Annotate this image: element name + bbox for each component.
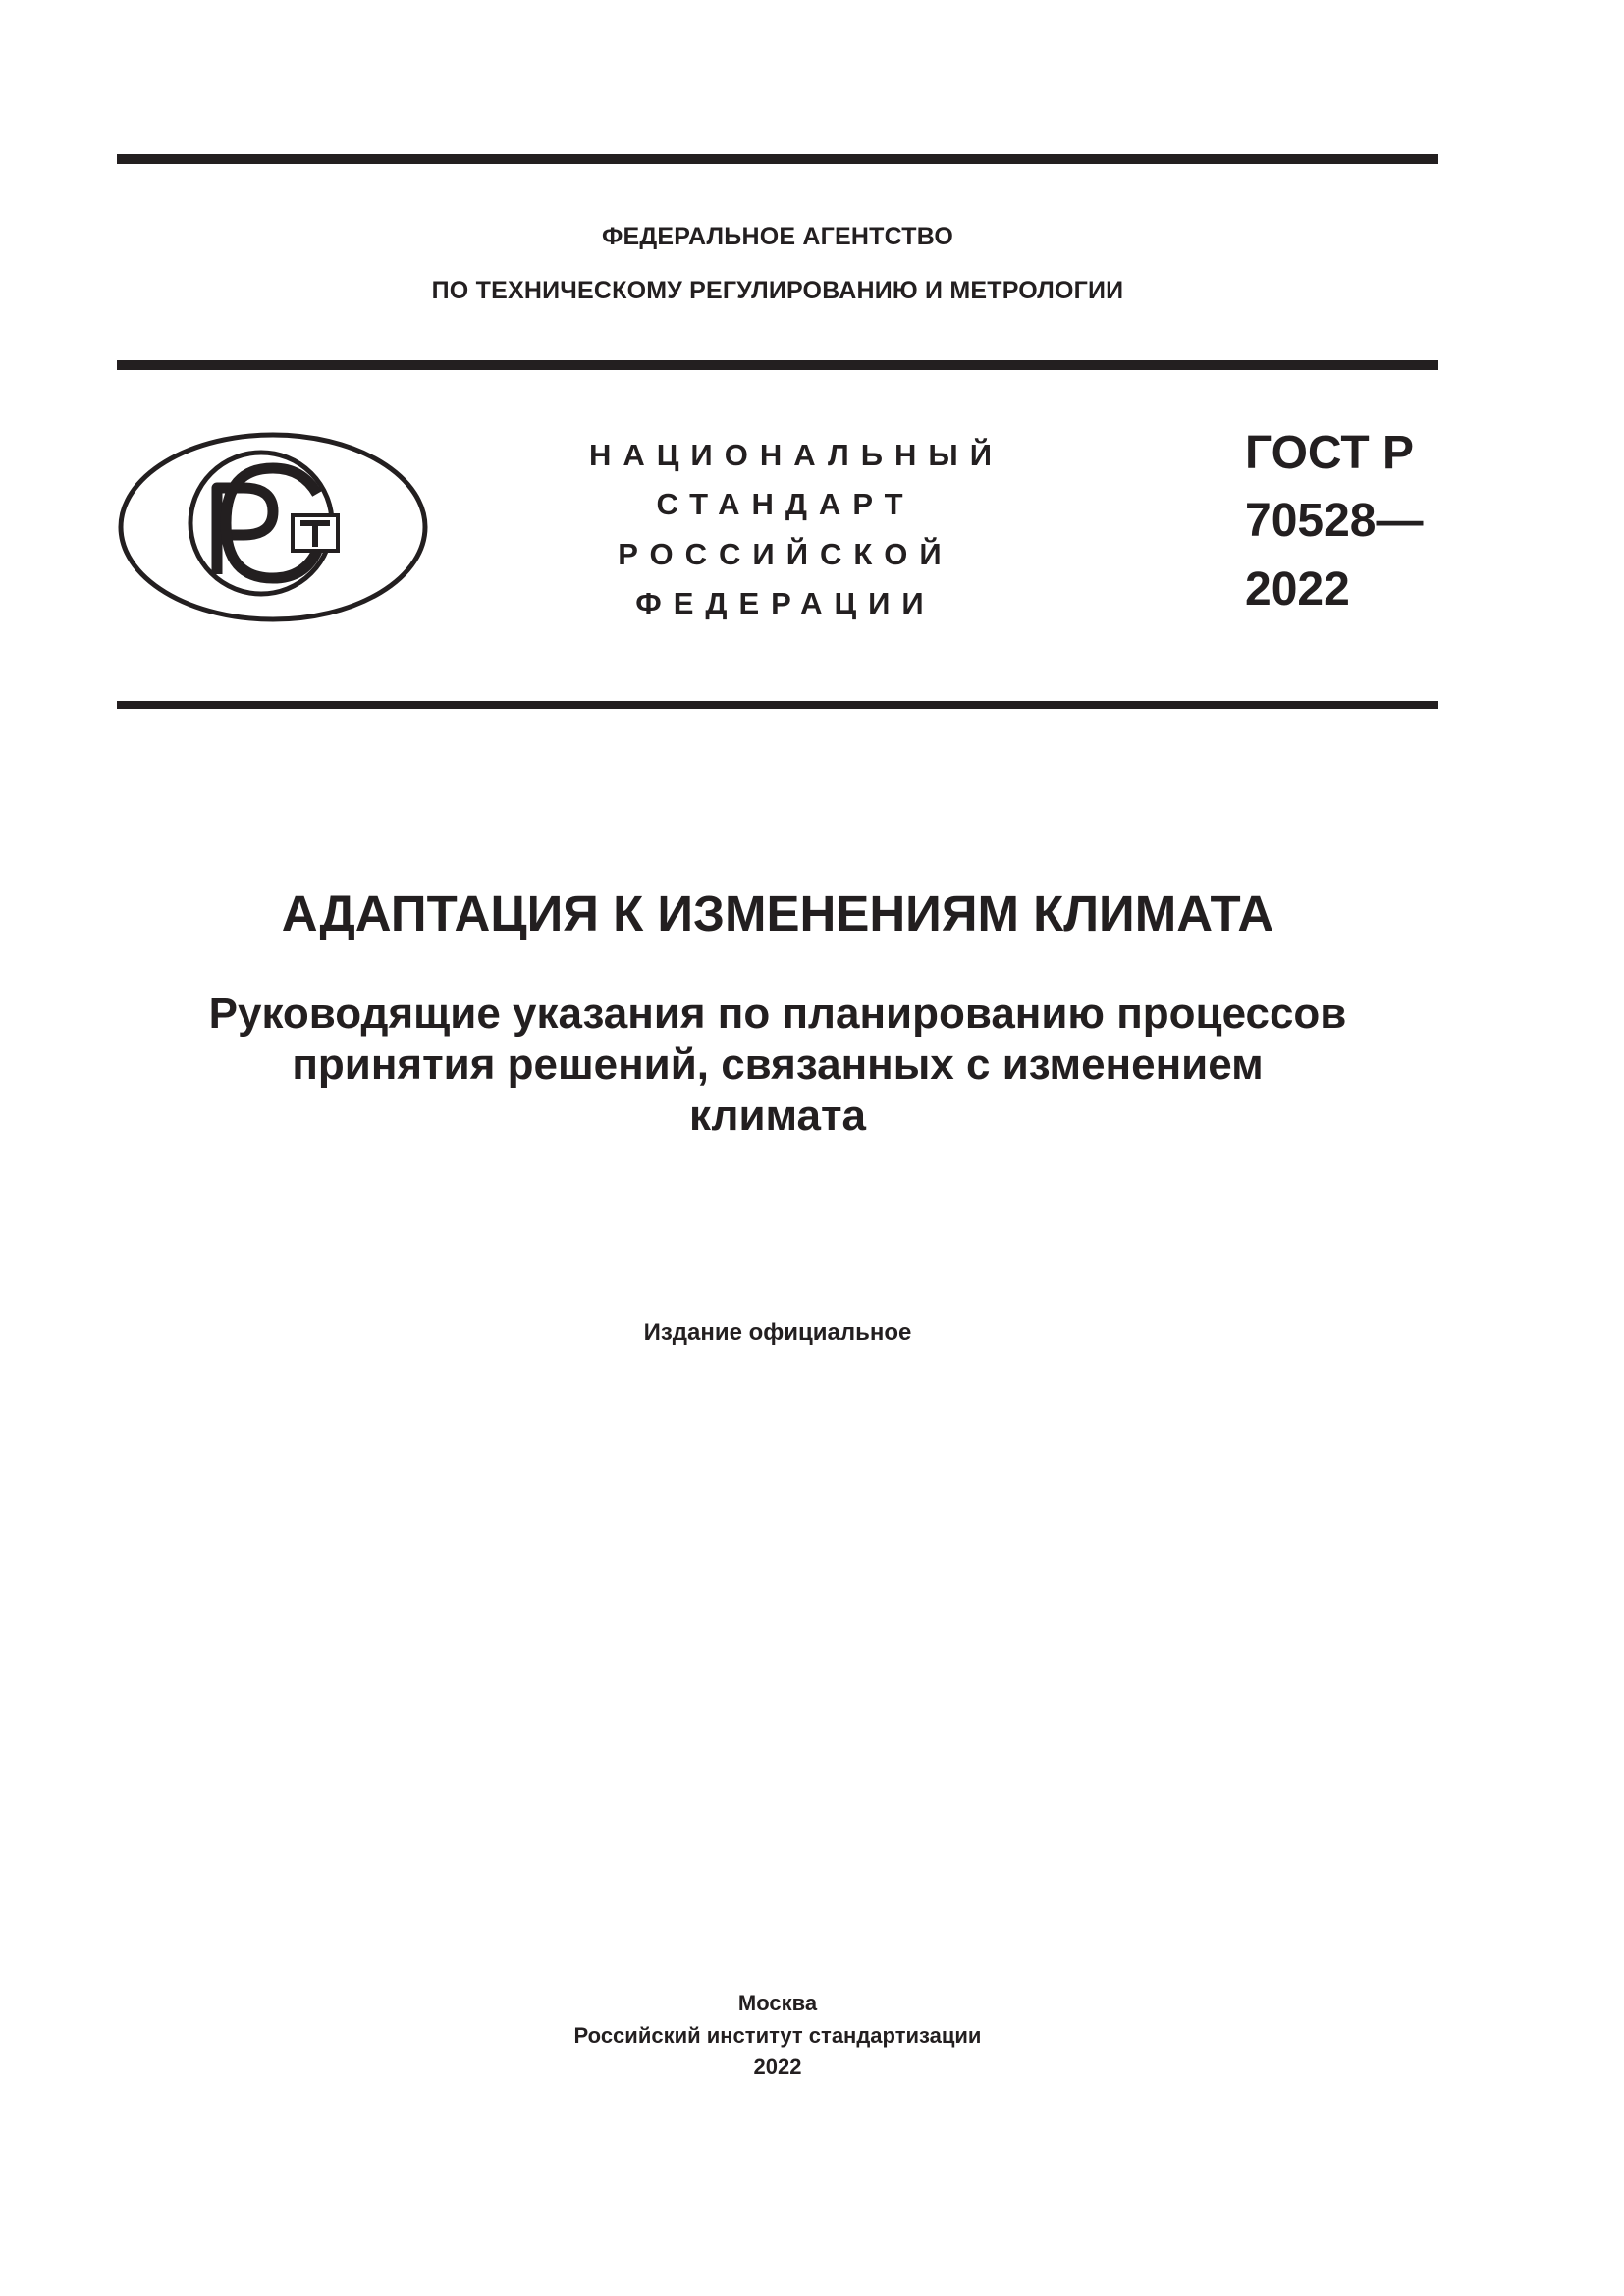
bottom-divider: [117, 701, 1438, 709]
national-standard-line-3: РОССИЙСКОЙ: [618, 537, 953, 571]
subtitle-line: климата: [688, 1092, 867, 1140]
subtitle-line: Руководящие указания по планированию процессов: [208, 989, 1347, 1038]
standard-designation-line-1: ГОСТ Р: [1245, 427, 1415, 479]
middle-divider: [117, 360, 1438, 370]
national-standard-line-2: СТАНДАРТ: [656, 487, 915, 521]
top-divider: [117, 154, 1438, 164]
national-standard-line-4: ФЕДЕРАЦИИ: [635, 586, 936, 620]
rst-certification-mark-icon: [116, 429, 430, 625]
document-subtitle: [117, 988, 1438, 1142]
publisher-organization: Российский институт стандартизации: [573, 2023, 982, 2048]
document-title: АДАПТАЦИЯ К ИЗМЕНЕНИЯМ КЛИМАТА: [281, 885, 1274, 941]
publication-year: 2022: [753, 2055, 802, 2079]
agency-name-line-1: ФЕДЕРАЛЬНОЕ АГЕНТСТВО: [602, 223, 953, 250]
standard-designation-line-2: 70528—: [1245, 495, 1424, 547]
national-standard-line-1: НАЦИОНАЛЬНЫЙ: [589, 438, 1004, 472]
subtitle-line: принятия решений, связанных с изменением: [292, 1041, 1264, 1089]
publisher-city: Москва: [737, 1991, 818, 2015]
agency-name-line-2: ПО ТЕХНИЧЕСКОМУ РЕГУЛИРОВАНИЮ И МЕТРОЛОГИИ: [431, 277, 1124, 304]
edition-label: Издание официальное: [643, 1319, 912, 1346]
standard-designation-line-3: 2022: [1245, 563, 1350, 615]
